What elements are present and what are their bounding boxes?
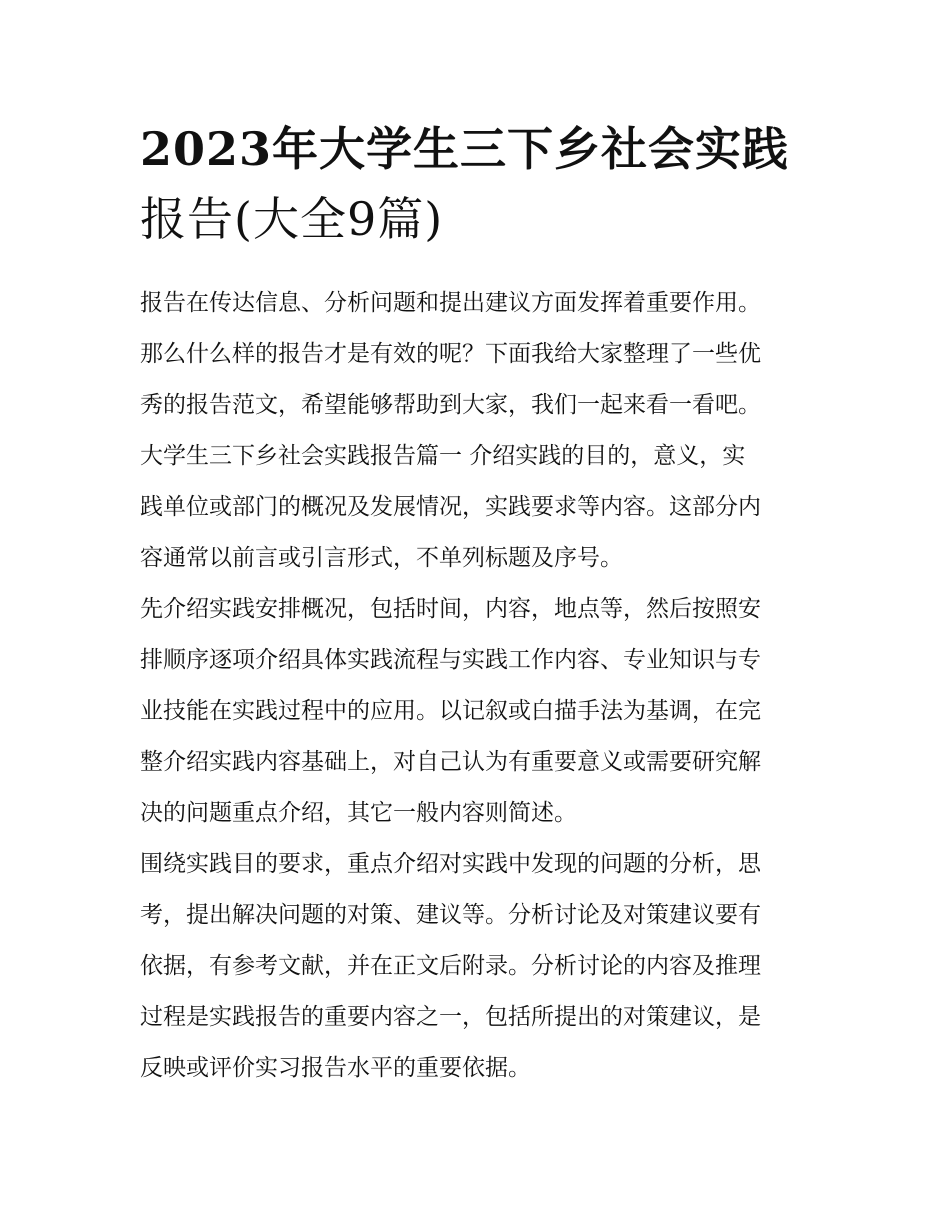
body-line-14: 依据，有参考文献，并在正文后附录。分析讨论的内容及推理 (140, 953, 761, 979)
body-line-2: 那么什么样的报告才是有效的呢？下面我给大家整理了一些优 (140, 341, 761, 367)
body-line-7: 先介绍实践安排概况，包括时间，内容，地点等，然后按照安 (140, 596, 761, 622)
title-line-1: 2023年大学生三下乡社会实践 (140, 122, 790, 176)
title-line-2: 报告(大全9篇) (140, 192, 444, 246)
body-line-15: 过程是实践报告的重要内容之一，包括所提出的对策建议，是 (140, 1004, 761, 1030)
body-line-4: 大学生三下乡社会实践报告篇一 介绍实践的目的，意义，实 (140, 443, 746, 469)
document-body (140, 278, 812, 1094)
body-line-12: 围绕实践目的要求，重点介绍对实践中发现的问题的分析，思 (140, 851, 761, 877)
body-line-3: 秀的报告范文，希望能够帮助到大家，我们一起来看一看吧。 (140, 392, 761, 418)
body-line-13: 考，提出解决问题的对策、建议等。分析讨论及对策建议要有 (140, 902, 761, 928)
body-line-5: 践单位或部门的概况及发展情况，实践要求等内容。这部分内 (140, 494, 761, 520)
body-line-1: 报告在传达信息、分析问题和提出建议方面发挥着重要作用。 (140, 290, 761, 316)
body-line-9: 业技能在实践过程中的应用。以记叙或白描手法为基调，在完 (140, 698, 761, 724)
document-title (140, 114, 820, 254)
body-line-10: 整介绍实践内容基础上，对自己认为有重要意义或需要研究解 (140, 749, 761, 775)
body-line-11: 决的问题重点介绍，其它一般内容则简述。 (140, 800, 577, 826)
body-line-16: 反映或评价实习报告水平的重要依据。 (140, 1055, 531, 1081)
body-line-8: 排顺序逐项介绍具体实践流程与实践工作内容、专业知识与专 (140, 647, 761, 673)
body-line-6: 容通常以前言或引言形式，不单列标题及序号。 (140, 545, 623, 571)
